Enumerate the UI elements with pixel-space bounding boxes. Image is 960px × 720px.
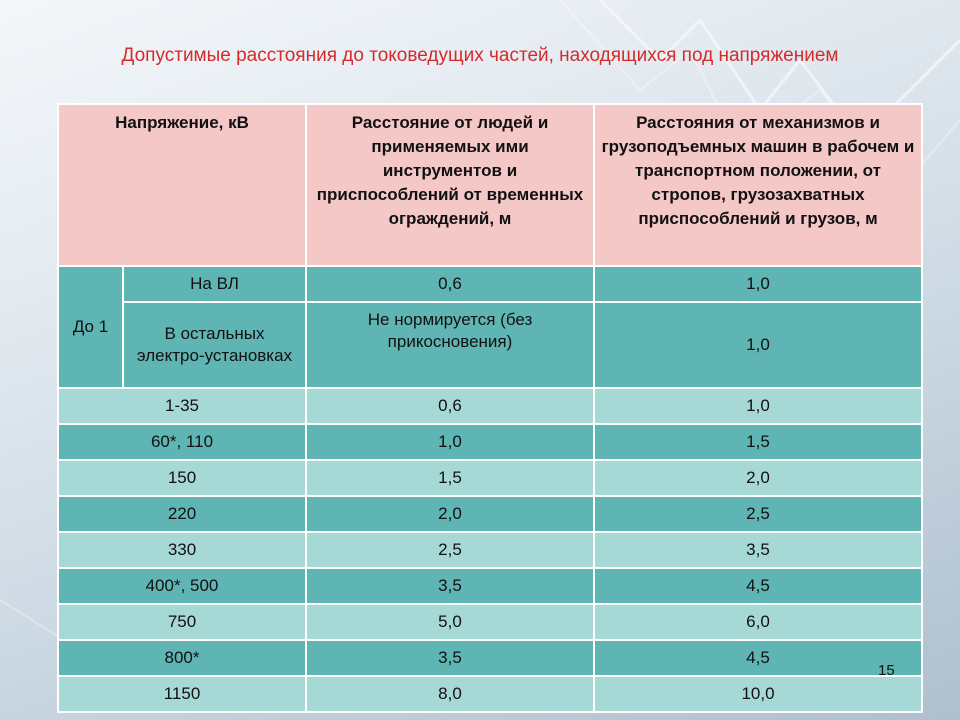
table-row [58,604,922,640]
table-header-row [58,104,922,266]
machine-distance-cell: 4,5 [594,568,922,604]
table-row [58,568,922,604]
header-people-distance: Расстояние от людей и применяемых ими инструментов и приспособлений от временных ограждений, м [306,104,594,266]
header-voltage: Напряжение, кВ [58,104,306,266]
people-distance-cell: 0,6 [306,388,594,424]
voltage-cell: 60*, 110 [58,424,306,460]
voltage-cell: 1-35 [58,388,306,424]
people-distance-cell: 5,0 [306,604,594,640]
table-row [58,676,922,712]
header-machine-distance: Расстояния от механизмов и грузоподъемных машин в рабочем и транспортном положении, от стропов, грузозахватных приспособлений и грузов, м [594,104,922,266]
people-distance-cell: 1,0 [306,424,594,460]
voltage-sub-label: На ВЛ [123,266,306,302]
machine-distance-cell: 2,0 [594,460,922,496]
voltage-group-label: До 1 [58,266,123,388]
voltage-sub-label: В остальных электро-установках [123,302,306,388]
people-distance-cell: 3,5 [306,640,594,676]
voltage-cell: 1150 [58,676,306,712]
table-row [58,460,922,496]
machine-distance-cell: 1,0 [594,302,922,388]
voltage-cell: 800* [58,640,306,676]
table-row [58,302,922,388]
machine-distance-cell: 6,0 [594,604,922,640]
people-distance-cell: 3,5 [306,568,594,604]
table-row [58,388,922,424]
table-row [58,532,922,568]
people-distance-cell: 2,0 [306,496,594,532]
people-distance-cell: 8,0 [306,676,594,712]
table-row [58,266,922,302]
machine-distance-cell: 1,5 [594,424,922,460]
machine-distance-cell: 1,0 [594,388,922,424]
people-distance-cell: 2,5 [306,532,594,568]
voltage-cell: 150 [58,460,306,496]
table-row [58,496,922,532]
voltage-cell: 750 [58,604,306,640]
clearance-table-body [57,103,923,713]
machine-distance-cell: 2,5 [594,496,922,532]
voltage-cell: 400*, 500 [58,568,306,604]
machine-distance-cell: 4,5 [594,640,922,676]
voltage-cell: 330 [58,532,306,568]
table-row [58,424,922,460]
table-row [58,640,922,676]
machine-distance-cell: 10,0 [594,676,922,712]
machine-distance-cell: 1,0 [594,266,922,302]
page-number: 15 [878,662,895,679]
slide-title: Допустимые расстояния до токоведущих частей, находящихся под напряжением [121,45,839,66]
machine-distance-cell: 3,5 [594,532,922,568]
people-distance-cell: 0,6 [306,266,594,302]
voltage-cell: 220 [58,496,306,532]
people-distance-cell: Не нормируется (без прикосновения) [306,302,594,388]
people-distance-cell: 1,5 [306,460,594,496]
